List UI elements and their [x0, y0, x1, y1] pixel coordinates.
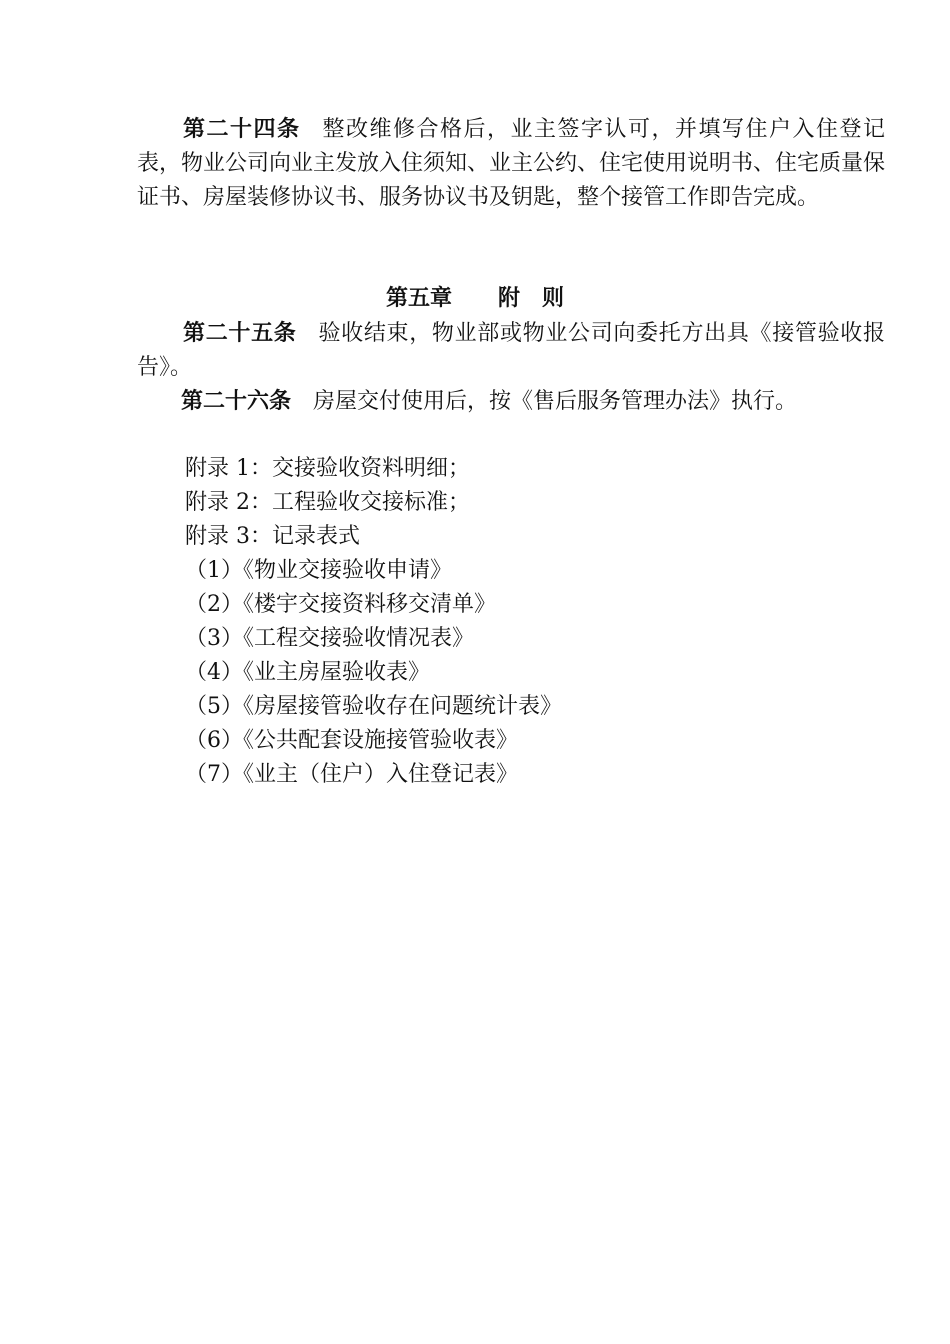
article-heading: 第二十六条 — [181, 388, 292, 414]
form-list-item: （3）《工程交接验收情况表》 — [185, 626, 474, 651]
chapter-name: 附 则 — [498, 285, 565, 311]
article-26 — [137, 384, 885, 419]
chapter-number: 第五章 — [385, 285, 452, 311]
form-list-item: （5）《房屋接管验收存在问题统计表》 — [185, 694, 562, 719]
article-heading: 第二十四条 — [183, 116, 301, 142]
article-24 — [137, 112, 885, 215]
appendix-item: 附录 1：交接验收资料明细； — [185, 456, 470, 481]
appendix-item: 附录 2：工程验收交接标准； — [185, 490, 470, 515]
article-body: 房屋交付使用后，按《售后服务管理办法》执行。 — [313, 389, 798, 414]
form-list-item: （2）《楼宇交接资料移交清单》 — [185, 592, 496, 617]
form-list-item: （7）《业主（住户）入住登记表》 — [185, 762, 518, 787]
form-list-item: （1）《物业交接验收申请》 — [185, 558, 452, 583]
article-body: 整改维修合格后，业主签字认可，并填写住户入住登记表，物业公司向业主发放入住须知、业主公约、住宅使用说明书、住宅质量保证书、房屋装修协议书、服务协议书及钥匙，整个接管工作即告完成。 — [137, 117, 886, 210]
article-25 — [137, 316, 885, 385]
form-list-item: （6）《公共配套设施接管验收表》 — [185, 728, 518, 753]
article-body: 验收结束，物业部或物业公司向委托方出具《接管验收报告》。 — [137, 321, 885, 380]
chapter-title — [0, 282, 950, 314]
form-list-item: （4）《业主房屋验收表》 — [185, 660, 430, 685]
appendix-item: 附录 3：记录表式 — [185, 524, 360, 549]
article-heading: 第二十五条 — [183, 320, 297, 346]
